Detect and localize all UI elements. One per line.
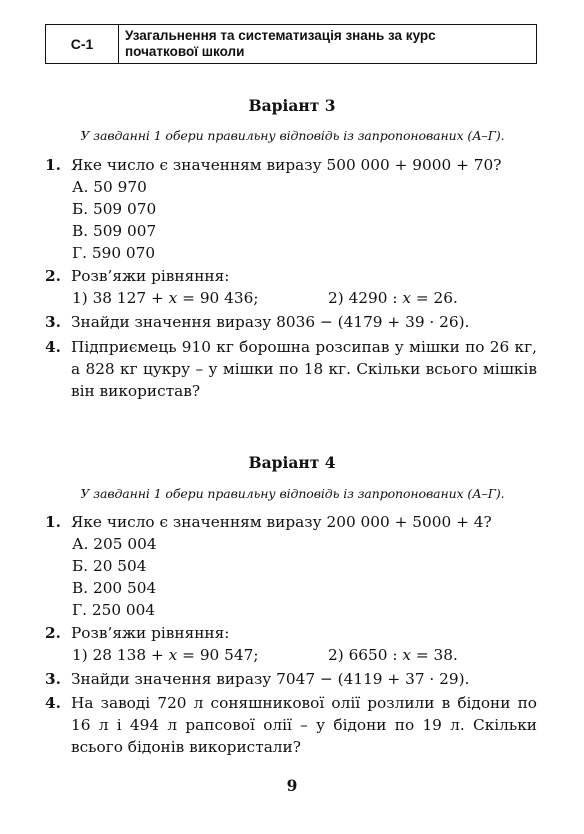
variant4-equation-1: 1) 28 138 + x = 90 547; bbox=[72, 646, 259, 664]
variant3-equation-2: 2) 4290 : x = 26. bbox=[328, 289, 458, 307]
task-question: Розв’яжи рівняння: bbox=[71, 624, 230, 642]
variant4-option-d: Г. 250 004 bbox=[72, 601, 156, 619]
variant3-task2 bbox=[45, 265, 537, 287]
section-code: С-1 bbox=[46, 25, 119, 63]
task-question: Розв’яжи рівняння: bbox=[71, 267, 230, 285]
variant3-task4 bbox=[45, 336, 537, 402]
variant4-option-b: Б. 20 504 bbox=[72, 557, 147, 575]
variant3-title: Варіант 3 bbox=[248, 96, 336, 115]
task-number: 4. bbox=[45, 338, 61, 356]
variant4-instruction: У завданні 1 обери правильну відповідь із запропонованих (А–Г). bbox=[80, 486, 505, 501]
task-number: 3. bbox=[45, 670, 61, 688]
task-number: 2. bbox=[45, 624, 61, 642]
variant3-instruction: У завданні 1 обери правильну відповідь із запропонованих (А–Г). bbox=[80, 128, 505, 143]
task-number: 3. bbox=[45, 313, 61, 331]
variant4-task1 bbox=[45, 511, 537, 533]
task-number: 1. bbox=[45, 513, 61, 531]
section-header bbox=[45, 24, 537, 64]
variant4-title: Варіант 4 bbox=[248, 453, 336, 472]
variant4-equation-2: 2) 6650 : x = 38. bbox=[328, 646, 458, 664]
task-question: Яке число є значенням виразу 500 000 + 9000 + 70? bbox=[71, 156, 502, 174]
task-question: На заводі 720 л соняшникової олії розлили в бідони по 16 л і 494 л рапсової олії – у бідони по 19 л. Скільки всього бідонів використали? bbox=[71, 694, 537, 756]
section-title-line2: початкової школи bbox=[125, 44, 245, 59]
task-number: 4. bbox=[45, 694, 61, 712]
variant3-task3 bbox=[45, 311, 537, 333]
task-number: 1. bbox=[45, 156, 61, 174]
variant4-task2 bbox=[45, 622, 537, 644]
variant4-option-a: А. 205 004 bbox=[72, 535, 157, 553]
task-question: Яке число є значенням виразу 200 000 + 5000 + 4? bbox=[71, 513, 492, 531]
variant3-task1 bbox=[45, 154, 537, 176]
task-question: Знайди значення виразу 8036 − (4179 + 39 · 26). bbox=[71, 313, 470, 331]
section-title-line1: Узагальнення та систематизація знань за курс bbox=[125, 28, 436, 43]
variant3-option-d: Г. 590 070 bbox=[72, 244, 156, 262]
variant3-option-b: Б. 509 070 bbox=[72, 200, 157, 218]
variant4-task3 bbox=[45, 668, 537, 690]
variant3-equation-1: 1) 38 127 + x = 90 436; bbox=[72, 289, 259, 307]
task-question: Знайди значення виразу 7047 − (4119 + 37 · 29). bbox=[71, 670, 470, 688]
page-number: 9 bbox=[286, 776, 298, 795]
task-question: Підприємець 910 кг борошна розсипав у мішки по 26 кг, а 828 кг цукру – у мішки по 18 кг. Скільки всього мішків він використав? bbox=[71, 338, 537, 400]
variant4-task4 bbox=[45, 692, 537, 758]
variant3-option-a: А. 50 970 bbox=[72, 178, 147, 196]
variant4-option-c: В. 200 504 bbox=[72, 579, 157, 597]
section-title bbox=[119, 25, 442, 63]
variant3-option-c: В. 509 007 bbox=[72, 222, 157, 240]
task-number: 2. bbox=[45, 267, 61, 285]
